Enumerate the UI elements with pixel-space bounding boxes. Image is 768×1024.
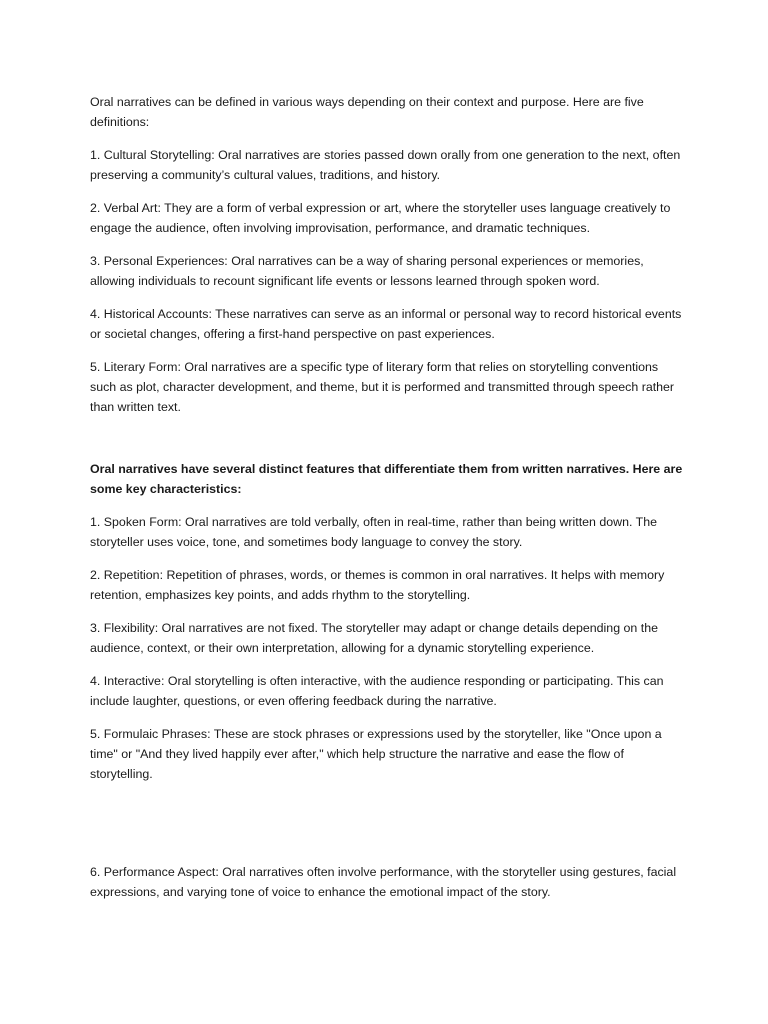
feature-performance-aspect: 6. Performance Aspect: Oral narratives often involve performance, with the storyteller using gestures, facial expressions, and varying tone of voice to enhance the emotional impact of the story. <box>90 865 677 899</box>
definition-literary-form: 5. Literary Form: Oral narratives are a specific type of literary form that relies on storytelling conventions such as plot, character development, and theme, but it is performed and transmitted through speech rather than written text. <box>90 360 675 414</box>
definition-historical-accounts: 4. Historical Accounts: These narratives can serve as an informal or personal way to record historical events or societal changes, offering a first-hand perspective on past experiences. <box>90 307 682 341</box>
intro-paragraph: Oral narratives can be defined in various ways depending on their context and purpose. Here are five definitions: <box>90 95 644 129</box>
feature-repetition: 2. Repetition: Repetition of phrases, words, or themes is common in oral narratives. It helps with memory retention, emphasizes key points, and adds rhythm to the storytelling. <box>90 568 665 602</box>
definition-personal-experiences: 3. Personal Experiences: Oral narratives can be a way of sharing personal experiences or memories, allowing individuals to recount significant life events or lessons learned through spoken word. <box>90 254 644 288</box>
feature-spoken-form: 1. Spoken Form: Oral narratives are told verbally, often in real-time, rather than being written down. The storyteller uses voice, tone, and sometimes body language to convey the story. <box>90 515 658 549</box>
definition-verbal-art: 2. Verbal Art: They are a form of verbal expression or art, where the storyteller uses language creatively to engage the audience, often involving improvisation, performance, and dramatic techniques. <box>90 201 671 235</box>
features-heading: Oral narratives have several distinct features that differentiate them from written narratives. Here are some key characteristics: <box>90 462 683 496</box>
page-spacer <box>90 797 686 862</box>
feature-interactive: 4. Interactive: Oral storytelling is often interactive, with the audience responding or participating. This can include laughter, questions, or even offering feedback during the narrative. <box>90 674 664 708</box>
document-body <box>90 92 686 915</box>
feature-formulaic-phrases: 5. Formulaic Phrases: These are stock phrases or expressions used by the storyteller, like "Once upon a time" or "And they lived happily ever after," which help structure the narrative and ease the flow of storytelling. <box>90 727 662 781</box>
definition-cultural-storytelling: 1. Cultural Storytelling: Oral narratives are stories passed down orally from one generation to the next, often preserving a community’s cultural values, traditions, and history. <box>90 148 681 182</box>
feature-flexibility: 3. Flexibility: Oral narratives are not fixed. The storyteller may adapt or change details depending on the audience, context, or their own interpretation, allowing for a dynamic storytelling experience. <box>90 621 658 655</box>
section-spacer <box>90 430 686 459</box>
